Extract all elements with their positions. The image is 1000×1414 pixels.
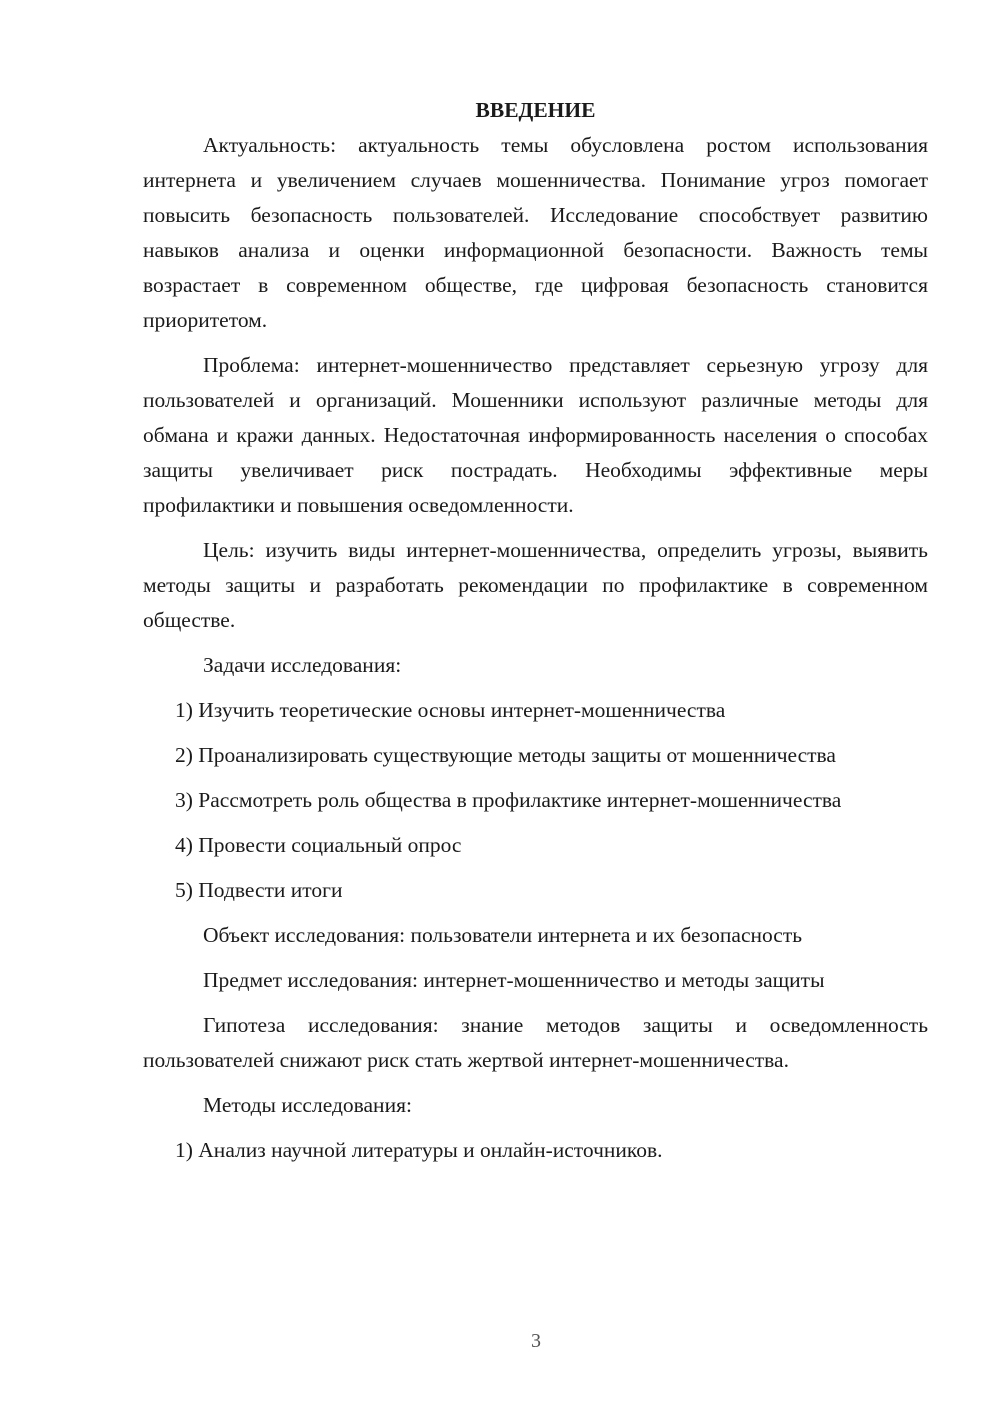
section-title: ВВЕДЕНИЕ <box>475 98 596 122</box>
task-item-4: 4) Провести социальный опрос <box>175 833 462 857</box>
task-item-1: 1) Изучить теоретические основы интернет-мошенничества <box>175 698 726 722</box>
relevance-paragraph: Актуальность: актуальность темы обусловлена ростом использования интернета и увеличением случаев мошенничества. Понимание угроз помогает повысить безопасность пользователей. Исследование способствует развитию навыков анализа и оценки информационной безопасности. Важность темы возрастает в современном обществе, где цифровая безопасность становится приоритетом. <box>143 133 928 332</box>
hypothesis-paragraph: Гипотеза исследования: знание методов защиты и осведомленность пользователей снижают риск стать жертвой интернет-мошенничества. <box>143 1013 928 1072</box>
task-item-2: 2) Проанализировать существующие методы защиты от мошенничества <box>175 743 836 767</box>
method-item-1: 1) Анализ научной литературы и онлайн-источников. <box>175 1138 663 1162</box>
document-page <box>143 93 928 1178</box>
task-item-5: 5) Подвести итоги <box>175 878 343 902</box>
tasks-heading: Задачи исследования: <box>203 653 402 677</box>
subject-paragraph: Предмет исследования: интернет-мошенничество и методы защиты <box>203 968 825 992</box>
task-item-3: 3) Рассмотреть роль общества в профилактике интернет-мошенничества <box>175 788 842 812</box>
page-number: 3 <box>531 1330 541 1352</box>
problem-paragraph: Проблема: интернет-мошенничество представляет серьезную угрозу для пользователей и организаций. Мошенники используют различные методы для обмана и кражи данных. Недостаточная информированность населения о способах защиты увеличивает риск пострадать. Необходимы эффективные меры профилактики и повышения осведомленности. <box>143 353 928 517</box>
goal-paragraph: Цель: изучить виды интернет-мошенничества, определить угрозы, выявить методы защиты и разработать рекомендации по профилактике в современном обществе. <box>143 538 928 632</box>
methods-heading: Методы исследования: <box>203 1093 412 1117</box>
object-paragraph: Объект исследования: пользователи интернета и их безопасность <box>203 923 803 947</box>
